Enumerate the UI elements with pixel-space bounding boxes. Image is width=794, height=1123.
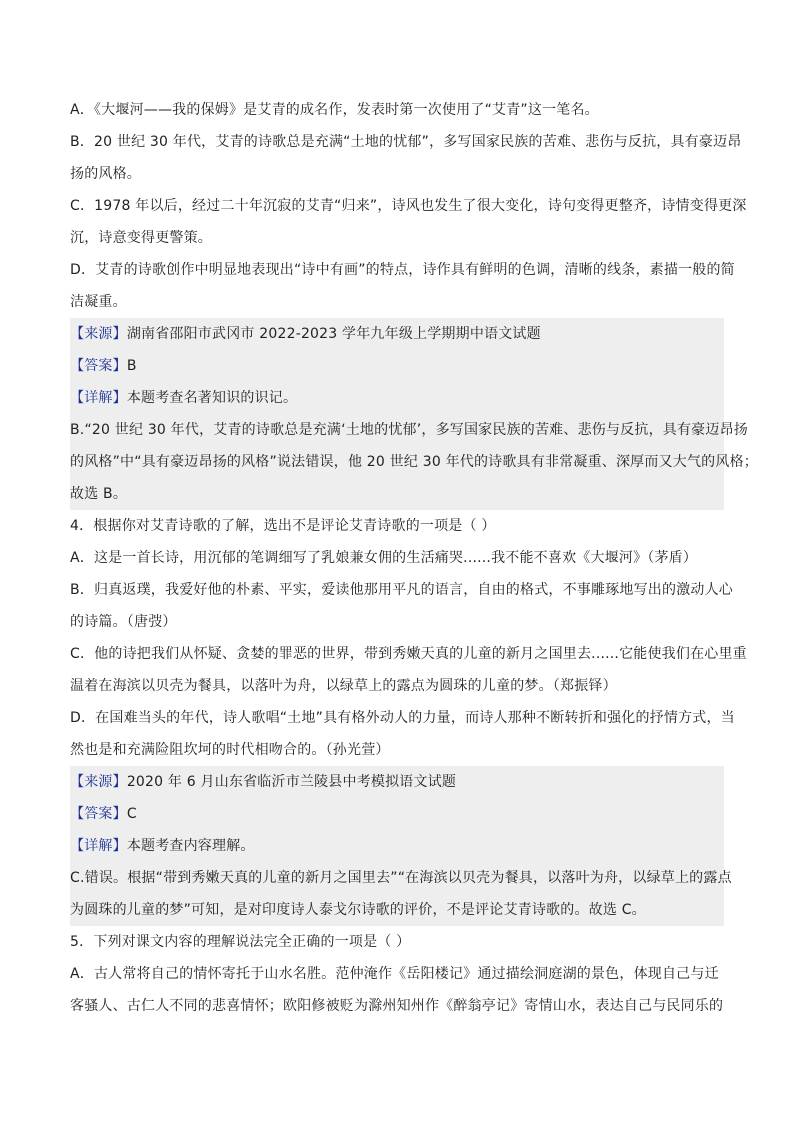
q4-answer <box>70 798 724 830</box>
q3-explanation-line-3: 故选 B。 <box>70 486 128 502</box>
q4-option-c <box>70 638 747 702</box>
q3-detail-text: 本题考查名著知识的识记。 <box>126 390 298 406</box>
detail-tag: 【详解】 <box>70 390 127 406</box>
q3-source-text: 湖南省邵阳市武冈市 2022-2023 学年九年级上学期期中语文试题 <box>126 326 541 342</box>
q3-option-b-line-1: B．20 世纪 30 年代，艾青的诗歌总是充满“土地的忧郁”，多写国家民族的苦难、悲伤与反抗，具有豪迈昂 <box>70 134 742 150</box>
q3-source <box>70 318 724 350</box>
q4-option-a-line-1: A．这是一首长诗，用沉郁的笔调细写了乳娘兼女佣的生活痛哭......我不能不喜欢《大堰河》（茅盾） <box>70 550 698 566</box>
q3-explanation <box>70 414 758 510</box>
q4-option-b <box>70 574 734 638</box>
q4-option-c-line-1: C．他的诗把我们从怀疑、贪婪的罪恶的世界，带到秀嫩天真的儿童的新月之国里去......它能使我们在心里重 <box>70 646 747 662</box>
detail-tag: 【详解】 <box>70 838 127 854</box>
q4-explanation-line-1: C.错误。根据“带到秀嫩天真的儿童的新月之国里去”“在海滨以贝壳为餐具，以落叶为舟，以绿草上的露点 <box>70 870 732 886</box>
q3-detail <box>70 382 724 414</box>
q4-source-text: 2020 年 6 月山东省临沂市兰陵县中考模拟语文试题 <box>126 774 457 790</box>
q4-explanation <box>70 862 732 926</box>
answer-tag: 【答案】 <box>70 358 127 374</box>
q3-option-c-line-1: C．1978 年以后，经过二十年沉寂的艾青“归来”，诗风也发生了很大变化，诗句变得更整齐，诗情变得更深 <box>70 198 747 214</box>
q4-option-d <box>70 702 735 766</box>
q4-stem <box>70 510 724 542</box>
q4-option-a <box>70 542 724 574</box>
q4-option-b-line-1: B．归真返璞，我爱好他的朴素、平实，爱读他那用平凡的语言，自由的格式，不事雕琢地写出的激动人心 <box>70 582 734 598</box>
q4-option-d-line-2: 然也是和充满险阻坎坷的时代相吻合的。（孙光萱） <box>70 742 390 758</box>
q5-option-a <box>70 958 724 1022</box>
source-tag: 【来源】 <box>70 326 127 342</box>
q4-option-c-line-2: 温着在海滨以贝壳为餐具，以落叶为舟，以绿草上的露点为圆珠的儿童的梦。（郑振铎） <box>70 678 617 694</box>
q4-explanation-line-2: 为圆珠的儿童的梦”可知，是对印度诗人泰戈尔诗歌的评价，不是评论艾青诗歌的。故选 C。 <box>70 902 646 918</box>
q3-option-b-line-2: 扬的风格。 <box>70 166 141 182</box>
answer-tag: 【答案】 <box>70 806 127 822</box>
q4-detail-text: 本题考查内容理解。 <box>126 838 255 854</box>
source-tag: 【来源】 <box>70 774 127 790</box>
q3-explanation-line-1: B.“20 世纪 30 年代，艾青的诗歌总是充满‘土地的忧郁’，多写国家民族的苦难、悲伤与反抗，具有豪迈昂扬 <box>70 422 748 438</box>
q3-option-d-line-1: D．艾青的诗歌创作中明显地表现出“诗中有画”的特点，诗作具有鲜明的色调，清晰的线条，素描一般的简 <box>70 262 735 278</box>
q4-detail <box>70 830 724 862</box>
q4-answer-value: C <box>126 806 137 822</box>
q5-stem <box>70 926 724 958</box>
q3-option-c-line-2: 沉，诗意变得更警策。 <box>70 230 212 246</box>
q5-option-a-line-1: A．古人常将自己的情怀寄托于山水名胜。范仲淹作《岳阳楼记》通过描绘洞庭湖的景色，体现自己与迁 <box>70 966 719 982</box>
q3-option-d-line-2: 洁凝重。 <box>70 294 127 310</box>
q3-option-a <box>70 94 724 126</box>
q3-option-d <box>70 254 735 318</box>
q5-option-a-line-2: 客骚人、古仁人不同的悲喜情怀；欧阳修被贬为滁州知州作《醉翁亭记》寄情山水，表达自己与民同乐的 <box>70 998 724 1014</box>
q3-option-b <box>70 126 742 190</box>
q4-stem-line-1: 4．根据你对艾青诗歌的了解，选出不是评论艾青诗歌的一项是（ ） <box>70 518 496 534</box>
q4-option-b-line-2: 的诗篇。（唐弢） <box>70 614 177 630</box>
q5-stem-line-1: 5．下列对课文内容的理解说法完全正确的一项是（ ） <box>70 934 411 950</box>
q3-option-c <box>70 190 747 254</box>
q4-source <box>70 766 724 798</box>
q3-answer-value: B <box>126 358 137 374</box>
q4-answer-block <box>70 766 732 926</box>
q3-option-a-line-1: A．《大堰河——我的保姆》是艾青的成名作，发表时第一次使用了“艾青”这一笔名。 <box>70 102 599 118</box>
q3-explanation-line-2: 的风格”中“具有豪迈昂扬的风格”说法错误，他 20 世纪 30 年代的诗歌具有非常凝重、深厚而又大气的风格； <box>70 454 758 470</box>
q3-answer-block <box>70 318 758 510</box>
document-content <box>70 94 758 1022</box>
q3-answer <box>70 350 724 382</box>
q4-option-d-line-1: D．在国难当头的年代，诗人歌唱“土地”具有格外动人的力量，而诗人那种不断转折和强化的抒情方式，当 <box>70 710 735 726</box>
